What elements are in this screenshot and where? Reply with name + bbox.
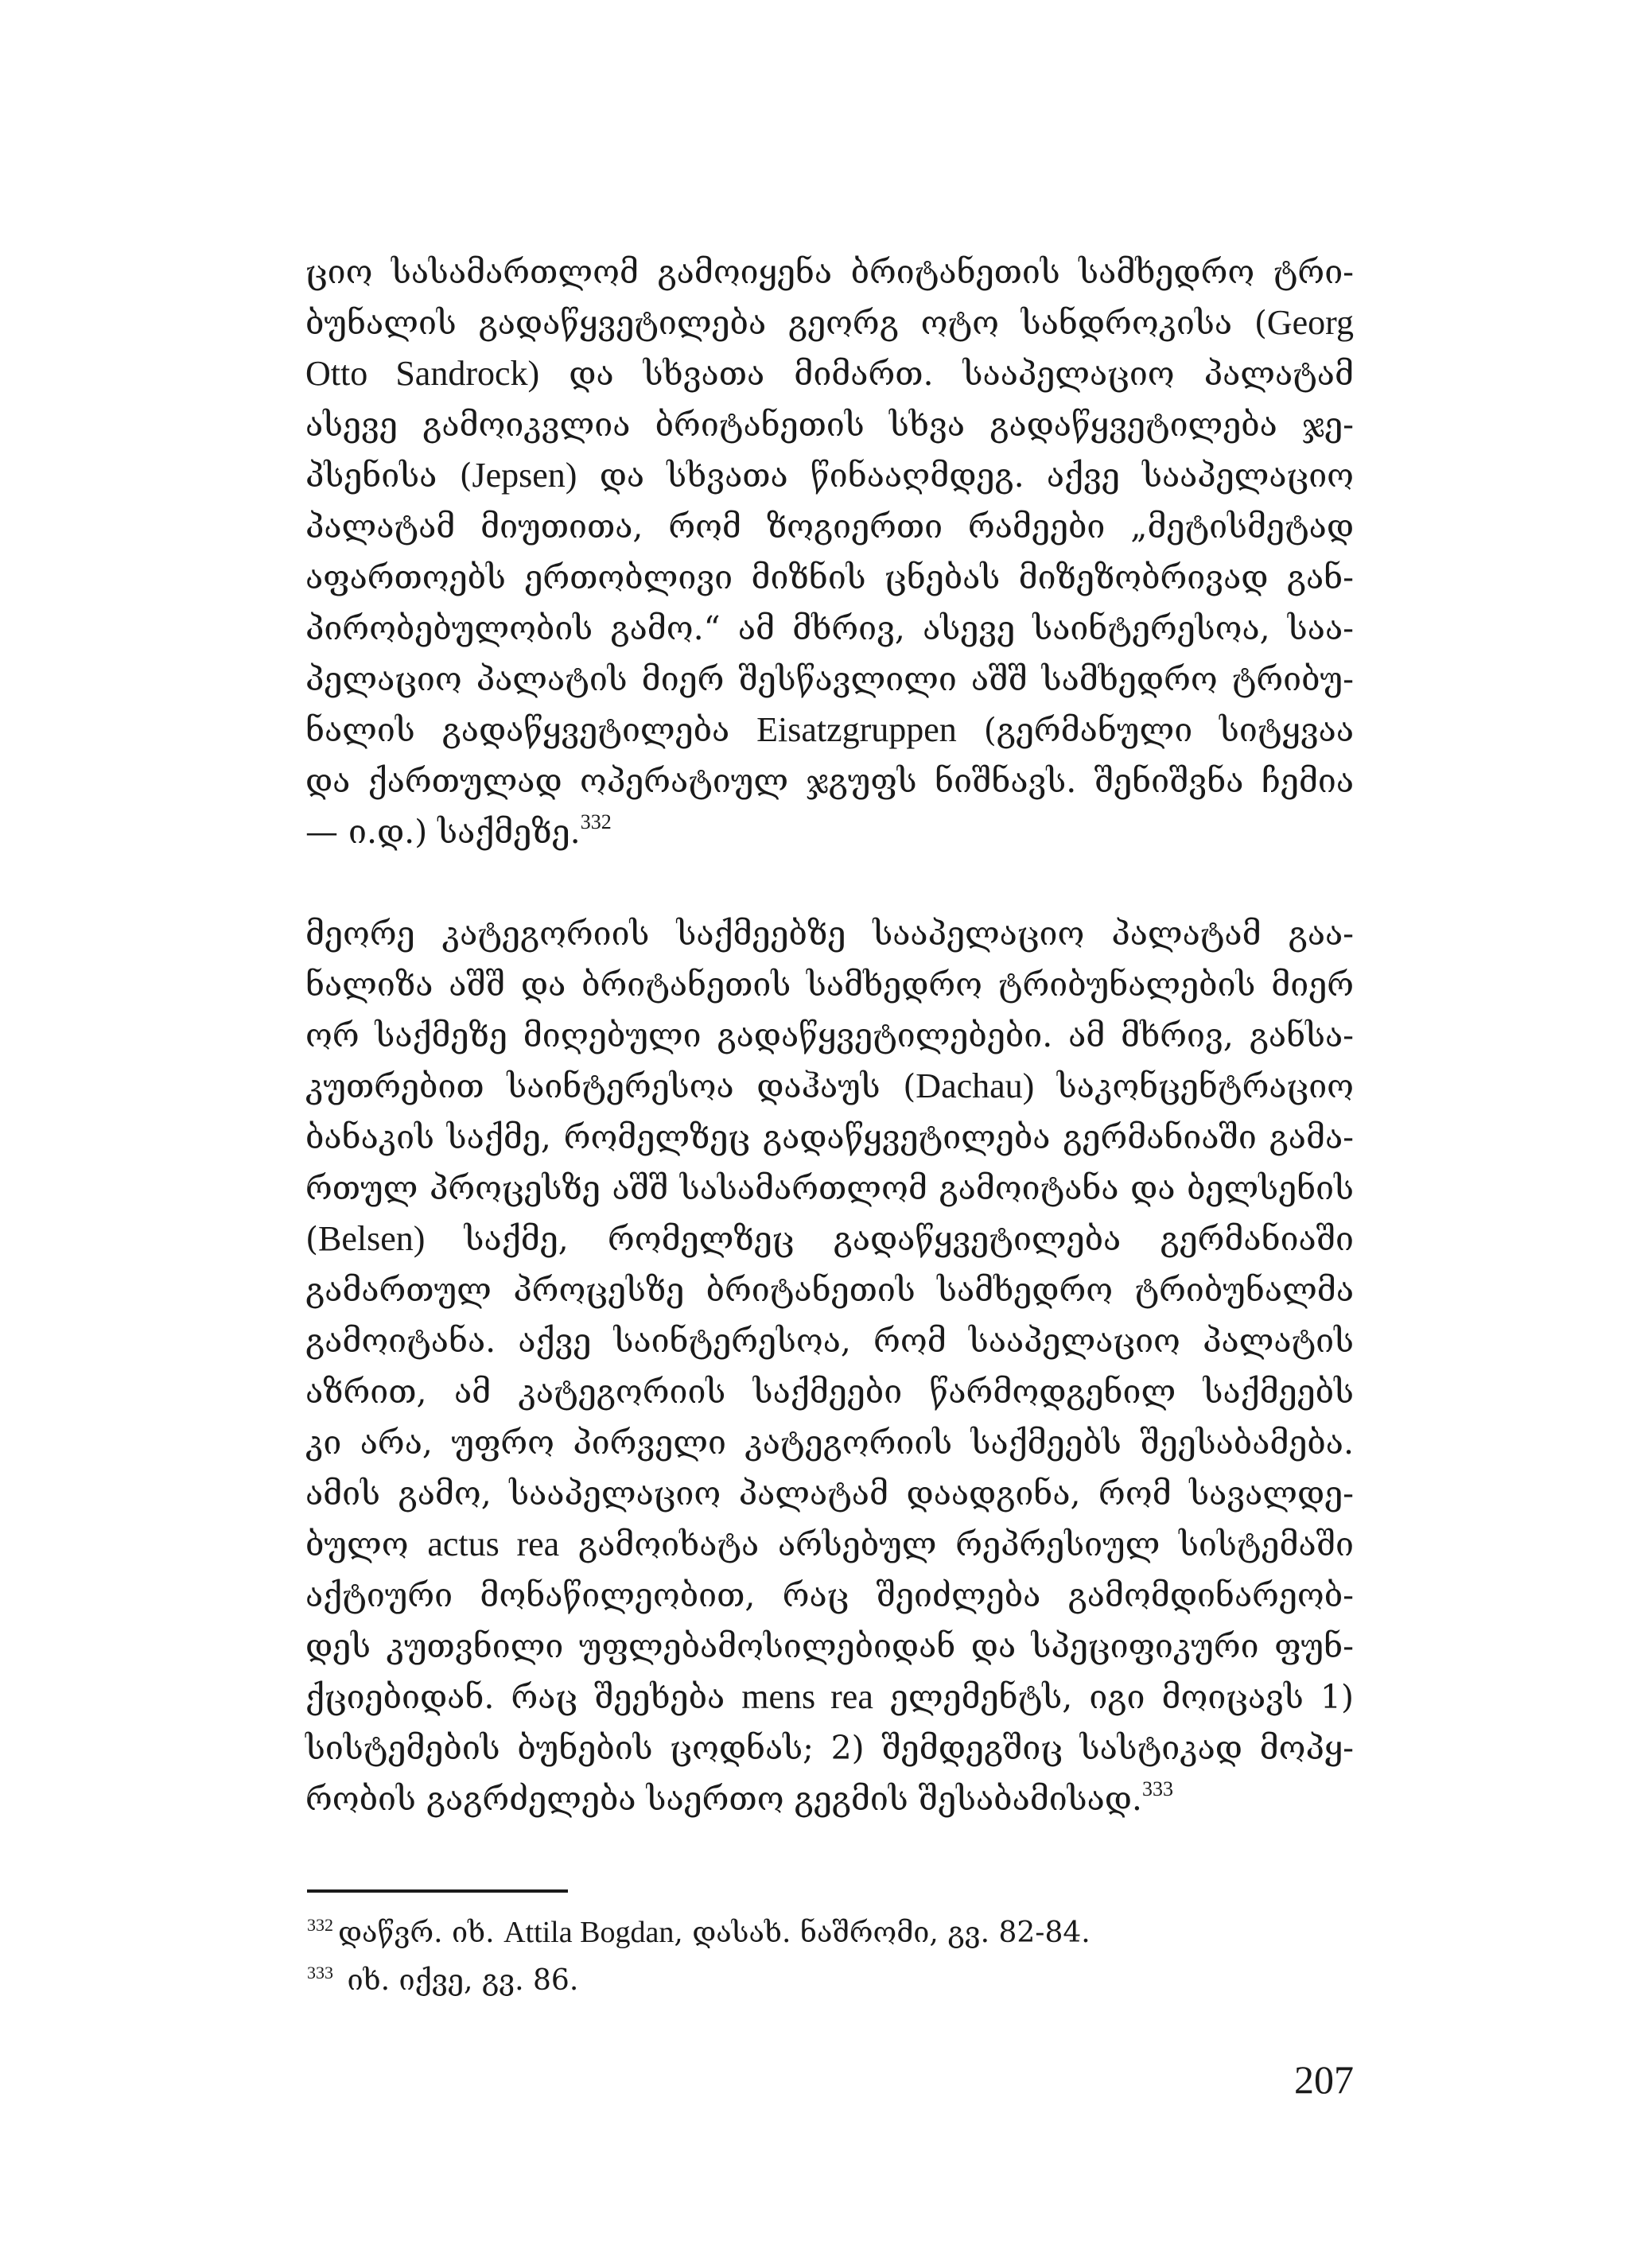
text-line: კი არა, უფრო პირველი კატეგორიის საქმეებს შეესაბამება. [305,1423,1354,1462]
text-line: ციო სასამართლომ გამოიყენა ბრიტანეთის სამხედრო ტრი- [305,253,1354,291]
footnote-text: დაწვრ. იხ. Attila Bogdan, დასახ. ნაშრომი, გვ. 82-84. [338,1916,1091,1949]
text-line: ორ საქმეზე მიღებული გადაწყვეტილებები. ამ მხრივ, განსა- [305,1016,1354,1054]
paragraph-2 [305,908,1354,1824]
text-line: (Belsen) საქმე, რომელზეც გადაწყვეტილება გერმანიაში [305,1219,1354,1258]
footnote-number: 332 [307,1915,333,1935]
text-line: რთულ პროცესზე აშშ სასამართლომ გამოიტანა და ბელსენის [305,1169,1354,1207]
text-line: და ქართულად ოპერატიულ ჯგუფს ნიშნავს. შენიშვნა ჩემია [305,762,1354,800]
text-line: პელაციო პალატის მიერ შესწავლილი აშშ სამხედრო ტრიბუ- [305,660,1354,698]
text-line: აფართოებს ერთობლივი მიზნის ცნებას მიზეზობრივად გან- [305,558,1354,596]
footnote-reference[interactable]: 332 [580,810,612,833]
text-line: პირობებულობის გამო.“ ამ მხრივ, ასევე საინტერესოა, საა- [305,609,1354,647]
text-line: Otto Sandrock) და სხვათა მიმართ. სააპელაციო პალატამ [305,354,1354,393]
text-line: ბანაკის საქმე, რომელზეც გადაწყვეტილება გერმანიაში გამა- [305,1118,1354,1156]
paragraph-1 [305,247,1354,857]
text-line: ასევე გამოიკვლია ბრიტანეთის სხვა გადაწყვეტილება ჯე- [305,406,1354,444]
footnote-reference[interactable]: 333 [1141,1777,1173,1800]
page-number: 207 [1294,2057,1354,2102]
text-line: ბუნალის გადაწყვეტილება გეორგ ოტო სანდროკისა (Georg [305,303,1354,342]
text-line: აზრით, ამ კატეგორიის საქმეები წარმოდგენილ საქმეებს [305,1373,1354,1411]
text-line: აქტიური მონაწილეობით, რაც შეიძლება გამომდინარეობ- [305,1576,1354,1614]
text-line: გამოიტანა. აქვე საინტერესოა, რომ სააპელაციო პალატის [305,1322,1354,1360]
text-line: მეორე კატეგორიის საქმეებზე სააპელაციო პალატამ გაა- [305,915,1354,953]
footnote-item [307,1957,1355,2005]
text-line: კუთრებით საინტერესოა დაჰაუს (Dachau) საკონცენტრაციო [305,1066,1354,1105]
footnote-item [307,1909,1355,1957]
text-line: ნალიზა აშშ და ბრიტანეთის სამხედრო ტრიბუნალების მიერ [305,965,1354,1004]
footnote-number: 333 [307,1963,333,1983]
text-line: გამართულ პროცესზე ბრიტანეთის სამხედრო ტრიბუნალმა [305,1271,1354,1309]
footnotes [307,1909,1355,2005]
text-line: ქციებიდან. რაც შეეხება mens rea ელემენტს, იგი მოიცავს 1) [305,1677,1354,1716]
text-line: პსენისა (Jepsen) და სხვათა წინააღმდეგ. აქვე სააპელაციო [305,456,1354,495]
footnote-text: იხ. იქვე, გვ. 86. [338,1964,579,1997]
text-line: პალატამ მიუთითა, რომ ზოგიერთი რამეები „მეტისმეტად [305,507,1354,546]
text-line: — ი.დ.) საქმეზე.$^{332}$ [305,810,612,851]
text-line: რობის გაგრძელება საერთო გეგმის შესაბამისად.$^{333}$ [305,1777,1173,1818]
text-line: ნალის გადაწყვეტილება Eisatzgruppen (გერმანული სიტყვაა [305,710,1354,749]
text-line: დეს კუთვნილი უფლებამოსილებიდან და სპეციფიკური ფუნ- [305,1627,1354,1665]
text-line: ამის გამო, სააპელაციო პალატამ დაადგინა, რომ სავალდე- [305,1474,1354,1513]
footnote-separator [307,1889,568,1893]
text-line: ბულო actus rea გამოიხატა არსებულ რეპრესიულ სისტემაში [305,1524,1354,1563]
text-line: სისტემების ბუნების ცოდნას; 2) შემდეგშიც სასტიკად მოპყ- [305,1729,1354,1767]
